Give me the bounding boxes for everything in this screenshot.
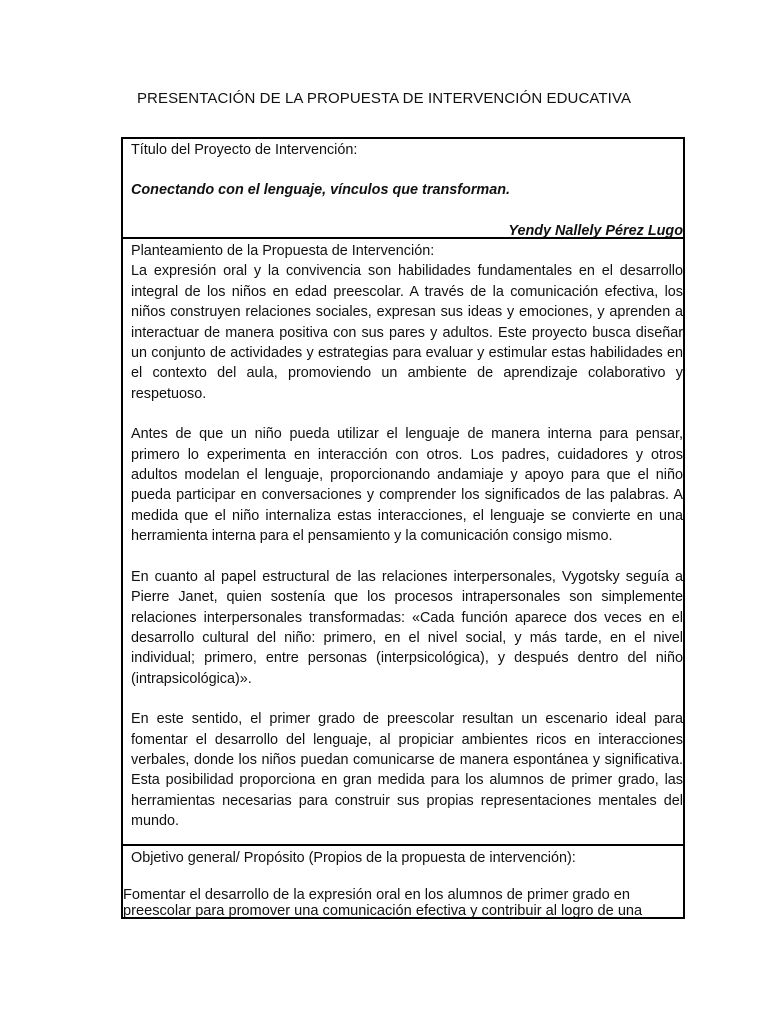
objective-section [123,846,683,919]
proposal-paragraph: La expresión oral y la convivencia son habilidades fundamentales en el desarrollo integral de los niños en edad preescolar. A través de la comunicación efectiva, los niños construyen relaciones sociales, expresan sus ideas y emociones, y aprenden a interactuar de manera positiva con sus pares y adultos. Este proyecto busca diseñar un conjunto de actividades y estrategias para evaluar y estimular estas habilidades en el contexto del aula, promoviendo un ambiente de aprendizaje colaborativo y respetuoso. [131,263,683,402]
objective-text: Fomentar el desarrollo de la expresión oral en los alumnos de primer grado en preescolar para promover una comunicación efectiva y contribuir al logro de una [123,887,643,919]
proposal-paragraph: En cuanto al papel estructural de las relaciones interpersonales, Vygotsky seguía a Pierre Janet, quien sostenía que los procesos intrapersonales son simplemente relaciones interpersonales transformadas: «Cada función aparece dos veces en el desarrollo cultural del niño: primero, en el nivel social, y más tarde, en el nivel individual; primero, entre personas (interpsicológica), y después dentro del niño (intrapsicológica)». [131,568,683,687]
proposal-paragraph: En este sentido, el primer grado de preescolar resultan un escenario ideal para fomentar el desarrollo del lenguaje, al propiciar ambientes ricos en interacciones verbales, donde los niños puedan comunicarse de manera espontánea y significativa. Esta posibilidad proporciona en gran medida para los alumnos de primer grado, las herramientas necesarias para construir sus propias representaciones mentales del mundo. [131,711,683,830]
intervention-form-table [121,137,685,919]
project-title-label: Título del Proyecto de Intervención: [131,142,358,158]
objective-label: Objetivo general/ Propósito (Propios de la propuesta de intervención): [131,850,576,866]
proposal-section [123,239,683,846]
project-title-section [123,139,683,239]
project-title: Conectando con el lenguaje, vínculos que transforman. [131,182,511,199]
proposal-label: Planteamiento de la Propuesta de Intervención: [131,243,435,259]
proposal-paragraph: Antes de que un niño pueda utilizar el lenguaje de manera interna para pensar, primero lo experimenta en interacción con otros. Los padres, cuidadores y otros adultos modelan el lenguaje, proporcionando andamiaje y apoyo para que el niño pueda participar en conversaciones y comprender los significados de las palabras. A medida que el niño internaliza estas interacciones, el lenguaje se convierte en una herramienta interna para el pensamiento y la comunicación consigo mismo. [131,426,683,545]
author-name: Yendy Nallely Pérez Lugo [508,222,683,239]
document-title: PRESENTACIÓN DE LA PROPUESTA DE INTERVENCIÓN EDUCATIVA [136,90,632,107]
